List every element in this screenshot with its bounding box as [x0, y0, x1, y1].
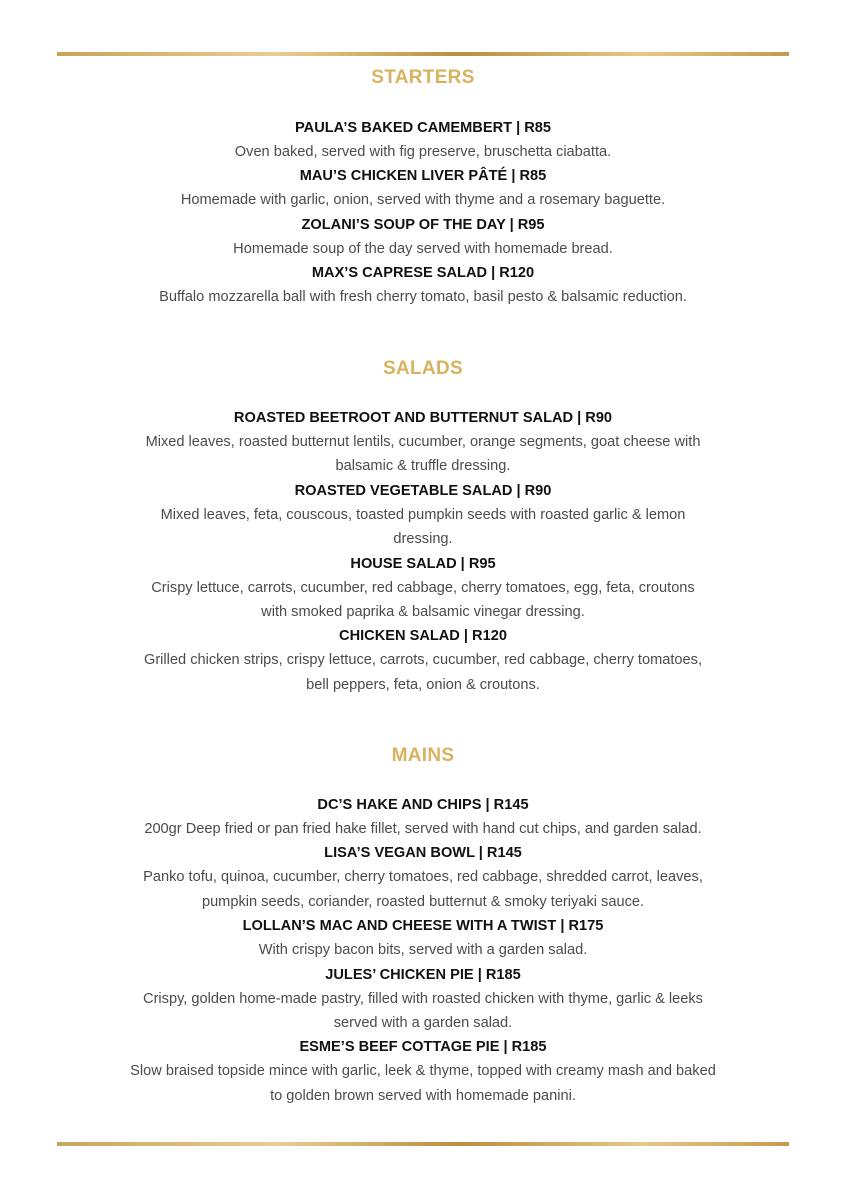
menu-item-description: Grilled chicken strips, crispy lettuce, carrots, cucumber, red cabbage, cherry tomatoes, bell peppers, feta, onion & croutons. [143, 652, 703, 693]
menu-item-name: ZOLANI’S SOUP OF THE DAY | R95 [301, 216, 545, 233]
section-title-starters: STARTERS [371, 67, 475, 88]
starters-list [100, 116, 746, 310]
menu-item-name: PAULA’S BAKED CAMEMBERT | R85 [295, 120, 551, 136]
salads-list [100, 406, 746, 697]
menu-item-name: MAX’S CAPRESE SALAD | R120 [311, 265, 535, 282]
menu-item-name: JULES’ CHICKEN PIE | R185 [325, 966, 521, 983]
menu-item-description: Crispy, golden home-made pastry, filled with roasted chicken with thyme, garlic & leeks served with a garden salad. [143, 990, 703, 1032]
menu-item-description: Buffalo mozzarella ball with fresh cherry tomato, basil pesto & balsamic reduction. [159, 289, 687, 306]
section-title-salads: SALADS [383, 358, 463, 379]
bottom-gold-divider [57, 1142, 789, 1146]
menu-item-name: ROASTED VEGETABLE SALAD | R90 [294, 482, 552, 499]
menu-item-name: ESME’S BEEF COTTAGE PIE | R185 [299, 1039, 547, 1056]
menu-item-name: ROASTED BEETROOT AND BUTTERNUT SALAD | R90 [233, 410, 613, 426]
menu-item-description: Crispy lettuce, carrots, cucumber, red cabbage, cherry tomatoes, egg, feta, croutons with smoked paprika & balsamic vinegar dressing. [151, 579, 695, 621]
section-title-mains: MAINS [391, 745, 455, 766]
menu-item-name: HOUSE SALAD | R95 [350, 555, 496, 572]
menu-item-name: CHICKEN SALAD | R120 [339, 628, 507, 645]
top-gold-divider [57, 52, 789, 56]
mains-list [100, 793, 746, 1108]
menu-item-description: 200gr Deep fried or pan fried hake fillet, served with hand cut chips, and garden salad. [144, 821, 702, 837]
menu-item-description: Mixed leaves, feta, couscous, toasted pumpkin seeds with roasted garlic & lemon dressing. [160, 506, 686, 548]
menu-item-description: Oven baked, served with fig preserve, bruschetta ciabatta. [234, 144, 612, 160]
menu-item-name: MAU’S CHICKEN LIVER PÂTÉ | R85 [299, 168, 547, 185]
menu-item-description: Slow braised topside mince with garlic, leek & thyme, topped with creamy mash and baked to golden brown served with homemade panini. [130, 1063, 716, 1104]
menu-item-description: With crispy bacon bits, served with a garden salad. [258, 942, 588, 959]
menu-item-name: DC’S HAKE AND CHIPS | R145 [317, 797, 529, 813]
menu-item-description: Mixed leaves, roasted butternut lentils, cucumber, orange segments, goat cheese with balsamic & truffle dressing. [145, 434, 701, 475]
menu-item-name: LOLLAN’S MAC AND CHEESE WITH A TWIST | R175 [242, 918, 604, 935]
menu-item-description: Homemade with garlic, onion, served with thyme and a rosemary baguette. [180, 192, 666, 209]
menu-item-description: Panko tofu, quinoa, cucumber, cherry tomatoes, red cabbage, shredded carrot, leaves, pumpkin seeds, coriander, roasted butternut & smoky teriyaki sauce. [143, 869, 703, 910]
menu-item-description: Homemade soup of the day served with homemade bread. [233, 240, 613, 257]
menu-item-name: LISA’S VEGAN BOWL | R145 [324, 845, 522, 862]
